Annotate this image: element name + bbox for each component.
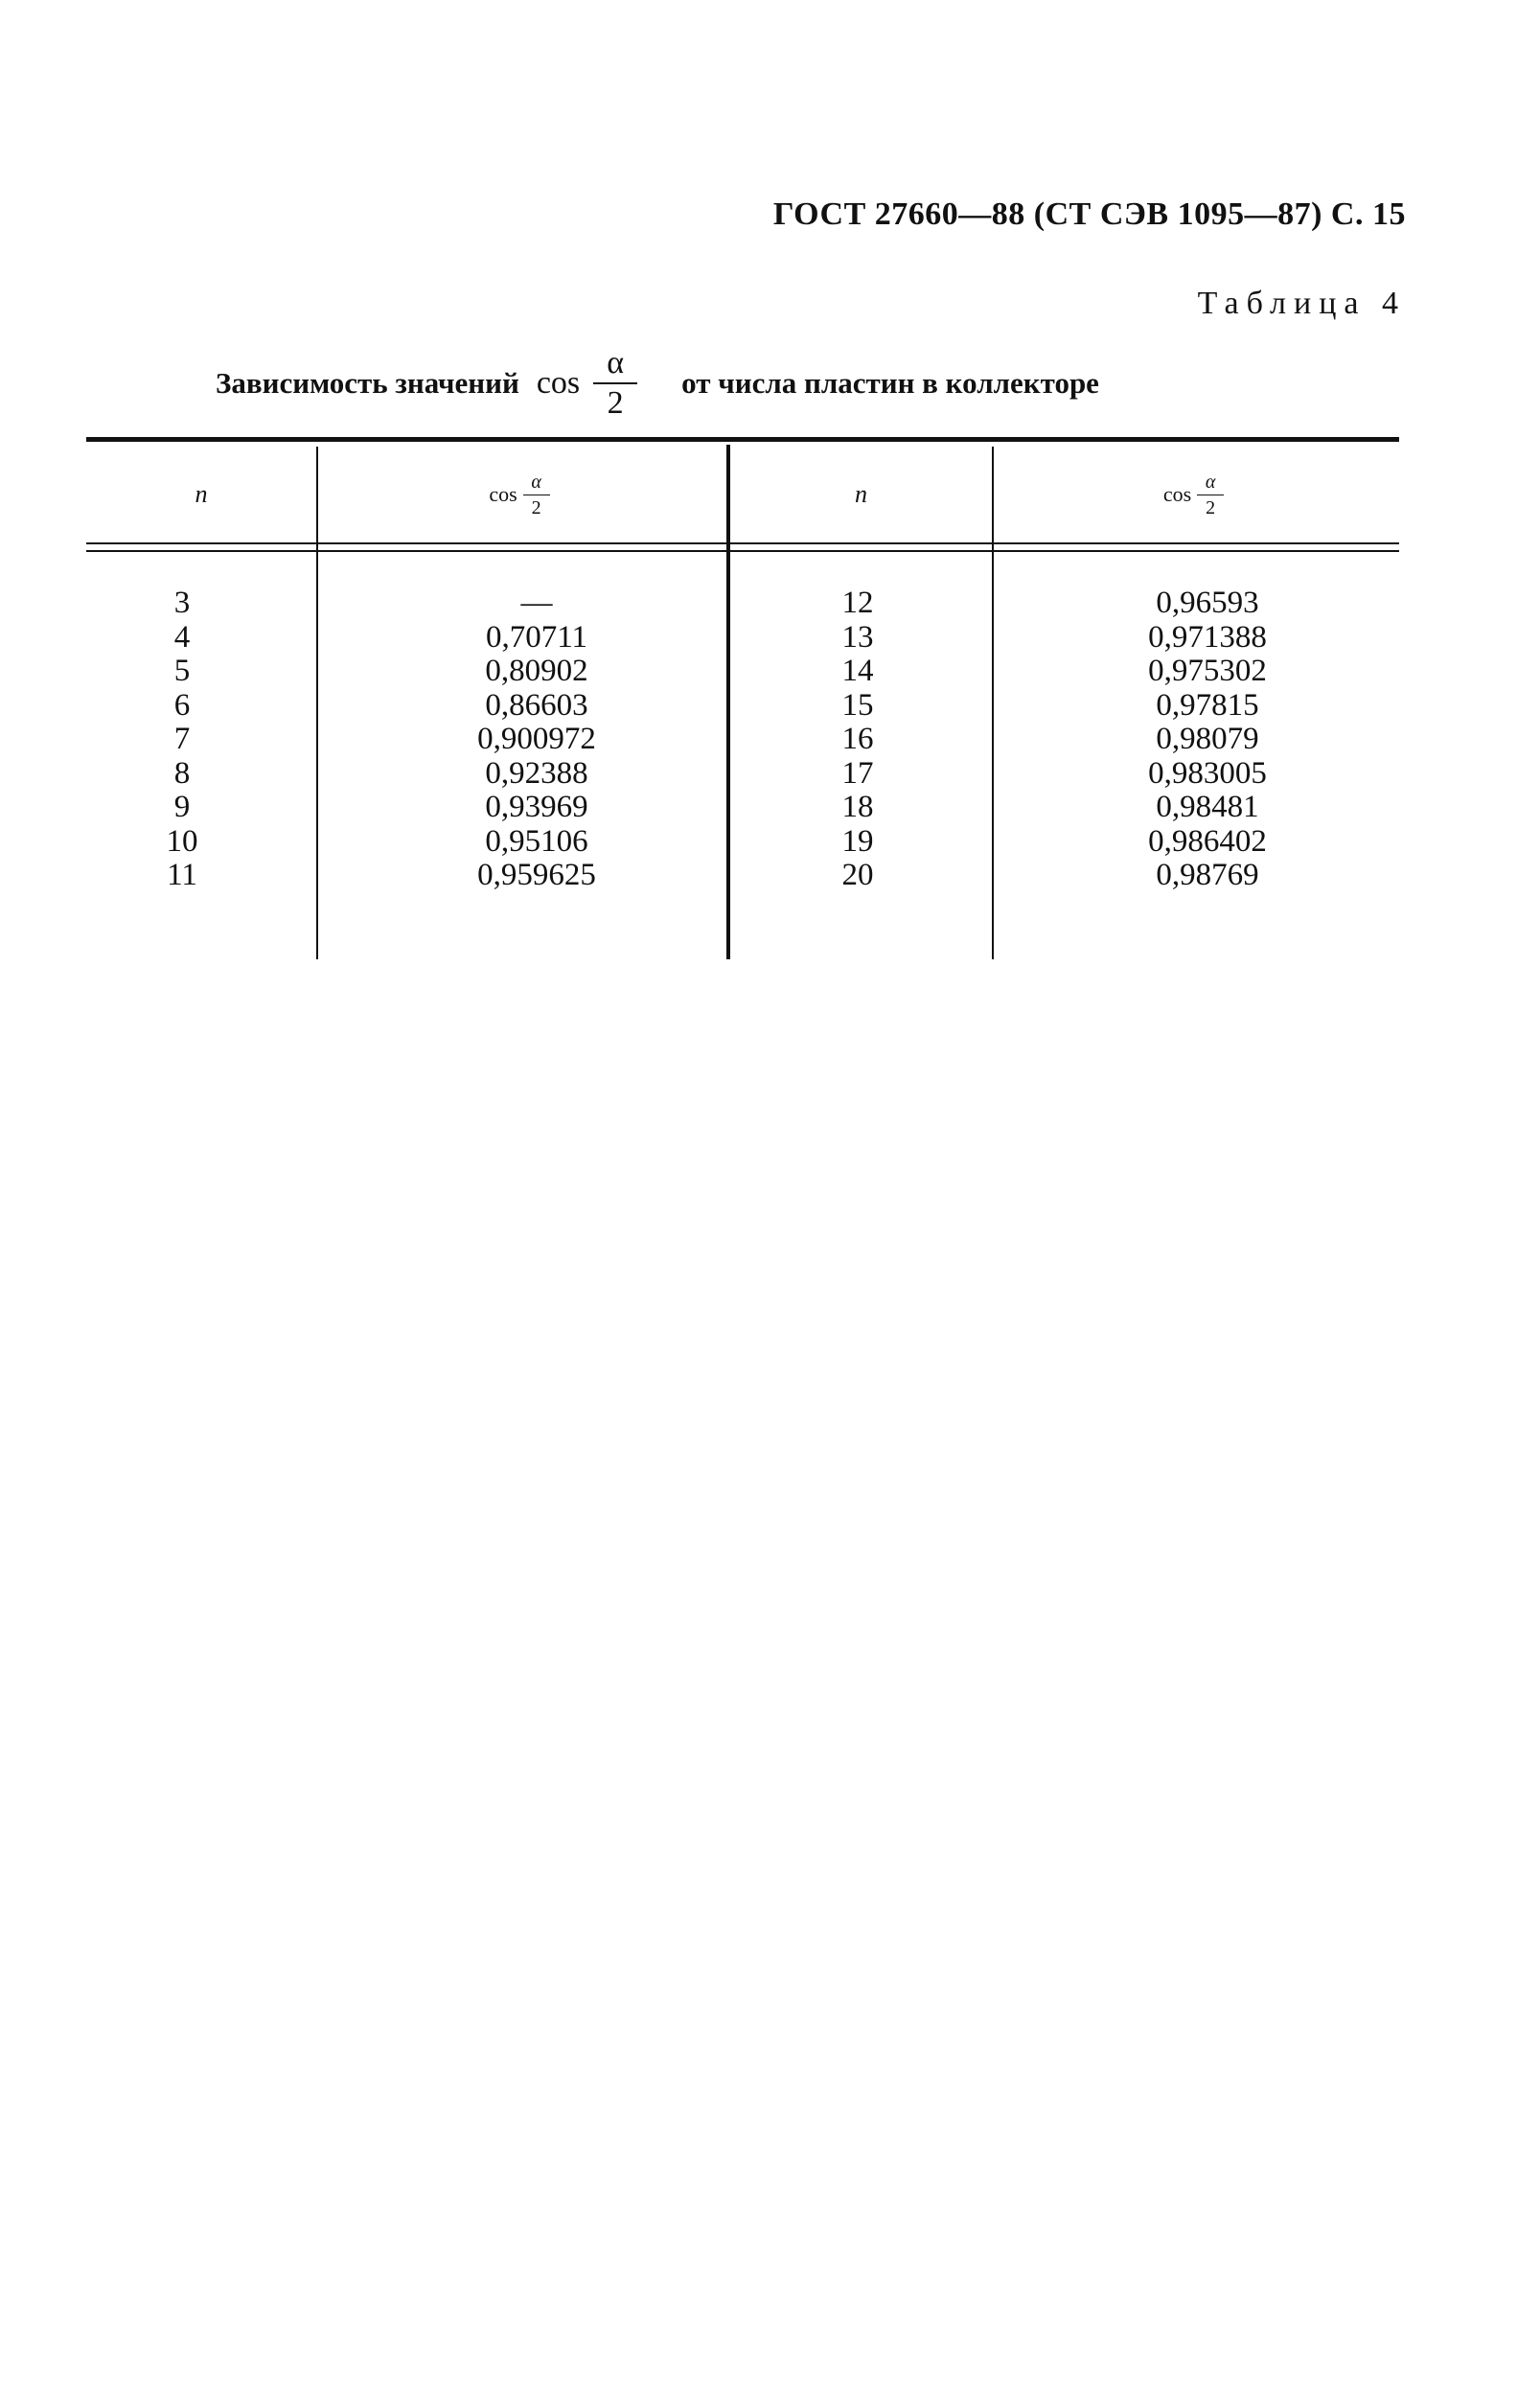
- table-cell-n: 17: [841, 755, 874, 791]
- table-cell-n: 8: [173, 755, 191, 791]
- table-top-rule: [86, 437, 1399, 442]
- table-cell-n: 13: [841, 619, 874, 655]
- table-cell-value: 0,96593: [1156, 586, 1259, 620]
- header-cos-left-den: 2: [531, 496, 541, 518]
- table-cell-value: —: [520, 586, 553, 620]
- header-n-right: n: [855, 480, 867, 508]
- table-cell-n: 4: [173, 619, 191, 655]
- table-cell-value: 0,93969: [485, 790, 588, 824]
- column-cos-right: [1121, 587, 1294, 893]
- column-n-right: [819, 587, 896, 893]
- table-cell-value: 0,975302: [1148, 654, 1267, 688]
- header-cos-right-fraction: [1197, 472, 1224, 518]
- table-cell-value: 0,97815: [1156, 687, 1259, 723]
- table-cell-n: 3: [173, 586, 191, 620]
- header-cos-left: [318, 449, 726, 541]
- table-cell-n: 7: [173, 722, 191, 756]
- table-cell-value: 0,80902: [485, 654, 588, 688]
- table-cell-n: 5: [173, 654, 191, 688]
- table-cell-value: 0,900972: [477, 722, 596, 756]
- table-cell-value: 0,86603: [485, 687, 588, 723]
- table-cell-value: 0,70711: [485, 619, 588, 655]
- table-cell-value: 0,98079: [1156, 722, 1259, 756]
- table-cell-value: 0,92388: [485, 755, 588, 791]
- table-cell-n: 6: [173, 687, 191, 723]
- table-cell-n: 9: [173, 790, 191, 824]
- table-caption: [216, 340, 1099, 426]
- table-cell-n: 20: [841, 858, 874, 892]
- caption-formula: [537, 347, 643, 420]
- table-cell-value: 0,95106: [485, 823, 588, 859]
- fraction-bar: [593, 382, 637, 384]
- header-rule-lower: [86, 550, 1399, 552]
- table-cell-value: 0,986402: [1148, 823, 1267, 859]
- table-cell-n: 14: [841, 654, 874, 688]
- table-label: Таблица 4: [1197, 286, 1406, 321]
- caption-fraction: [593, 347, 637, 420]
- caption-formula-func: cos: [536, 365, 581, 401]
- caption-suffix: от числа пластин в коллекторе: [681, 366, 1099, 400]
- column-n-left: [144, 587, 220, 893]
- header-cos-left-func: cos: [489, 482, 517, 506]
- table-cell-value: 0,959625: [477, 858, 596, 892]
- header-cos-right-den: 2: [1206, 496, 1216, 518]
- caption-fraction-numerator: α: [607, 345, 625, 380]
- header-cos-left-num: α: [531, 471, 541, 493]
- table-cell-n: 11: [167, 858, 197, 892]
- header-cos-right-func: cos: [1162, 482, 1192, 506]
- caption-fraction-denominator: 2: [607, 385, 624, 421]
- page-header: ГОСТ 27660—88 (СТ СЭВ 1095—87) С. 15: [772, 196, 1406, 232]
- table-cell-n: 16: [841, 722, 874, 756]
- header-cos-right: [994, 449, 1399, 541]
- caption-prefix: Зависимость значений: [216, 366, 519, 400]
- table-cell-n: 15: [841, 687, 874, 723]
- header-cos-right-num: α: [1205, 471, 1216, 493]
- table-cell-n: 18: [841, 790, 874, 824]
- values-table: [86, 437, 1399, 959]
- table-cell-n: 10: [166, 823, 198, 859]
- table-cell-value: 0,98481: [1156, 790, 1259, 824]
- table-cell-n: 19: [841, 823, 874, 859]
- table-cell-value: 0,983005: [1148, 755, 1267, 791]
- column-cos-left: [450, 587, 623, 893]
- header-n-left: n: [195, 480, 208, 508]
- table-cell-n: 12: [841, 586, 874, 620]
- table-cell-value: 0,971388: [1148, 619, 1267, 655]
- header-rule-upper: [86, 542, 1399, 544]
- table-cell-value: 0,98769: [1156, 858, 1259, 892]
- header-cos-left-fraction: [523, 472, 550, 518]
